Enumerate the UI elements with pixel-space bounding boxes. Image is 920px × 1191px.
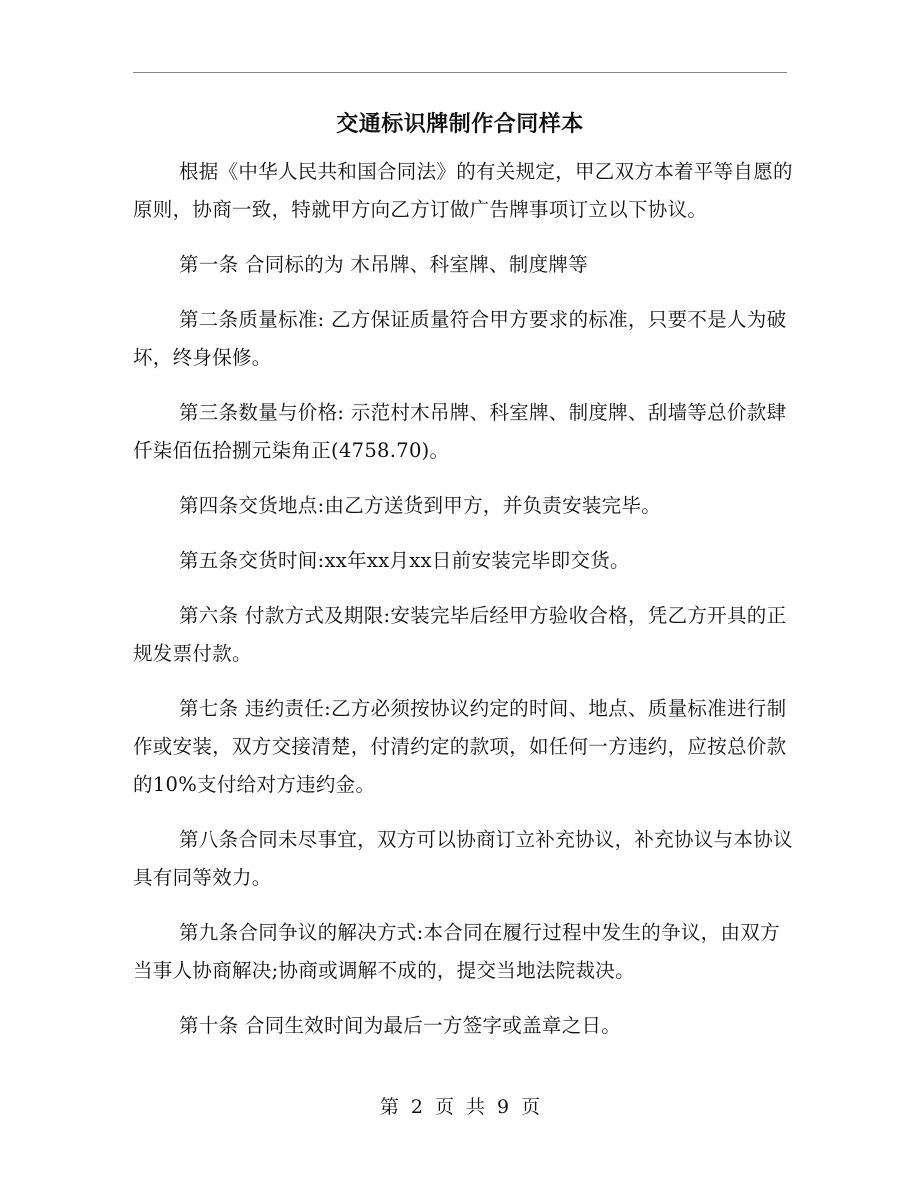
- document-body: [133, 153, 793, 1062]
- paragraph-article-7: 第七条 违约责任:乙方必须按协议约定的时间、地点、质量标准进行制作或安装，双方交接清楚，付清约定的款项，如任何一方违约，应按总价款的10%支付给对方违约金。: [133, 697, 787, 796]
- paragraph-article-1: 第一条 合同标的为 木吊牌、科室牌、制度牌等: [179, 253, 588, 276]
- paragraph-article-2: 第二条质量标准: 乙方保证质量符合甲方要求的标准，只要不是人为破坏，终身保修。: [133, 308, 787, 369]
- header-rule: [133, 72, 787, 73]
- paragraph-article-6: 第六条 付款方式及期限:安装完毕后经甲方验收合格，凭乙方开具的正规发票付款。: [133, 604, 787, 665]
- paragraph-article-10: 第十条 合同生效时间为最后一方签字或盖章之日。: [179, 1014, 622, 1037]
- paragraph-preamble: 根据《中华人民共和国合同法》的有关规定，甲乙双方本着平等自愿的原则，协商一致，特就甲方向乙方订做广告牌事项订立以下协议。: [133, 160, 793, 221]
- paragraph-article-8: 第八条合同未尽事宜，双方可以协商订立补充协议，补充协议与本协议具有同等效力。: [133, 828, 793, 889]
- paragraph-article-9: 第九条合同争议的解决方式:本合同在履行过程中发生的争议，由双方当事人协商解决;协商或调解不成的，提交当地法院裁决。: [133, 921, 780, 982]
- paragraph-article-5: 第五条交货时间:xx年xx月xx日前安装完毕即交货。: [179, 549, 630, 572]
- page-number: 第 2 页 共 9 页: [379, 1096, 541, 1118]
- paragraph-article-3: 第三条数量与价格: 示范村木吊牌、科室牌、制度牌、刮墙等总价款肆仟柒佰伍拾捌元柒角正(4758.70)。: [133, 401, 787, 462]
- paragraph-article-4: 第四条交货地点:由乙方送货到甲方，并负责安装完毕。: [179, 494, 662, 517]
- document-title: 交通标识牌制作合同样本: [336, 112, 584, 137]
